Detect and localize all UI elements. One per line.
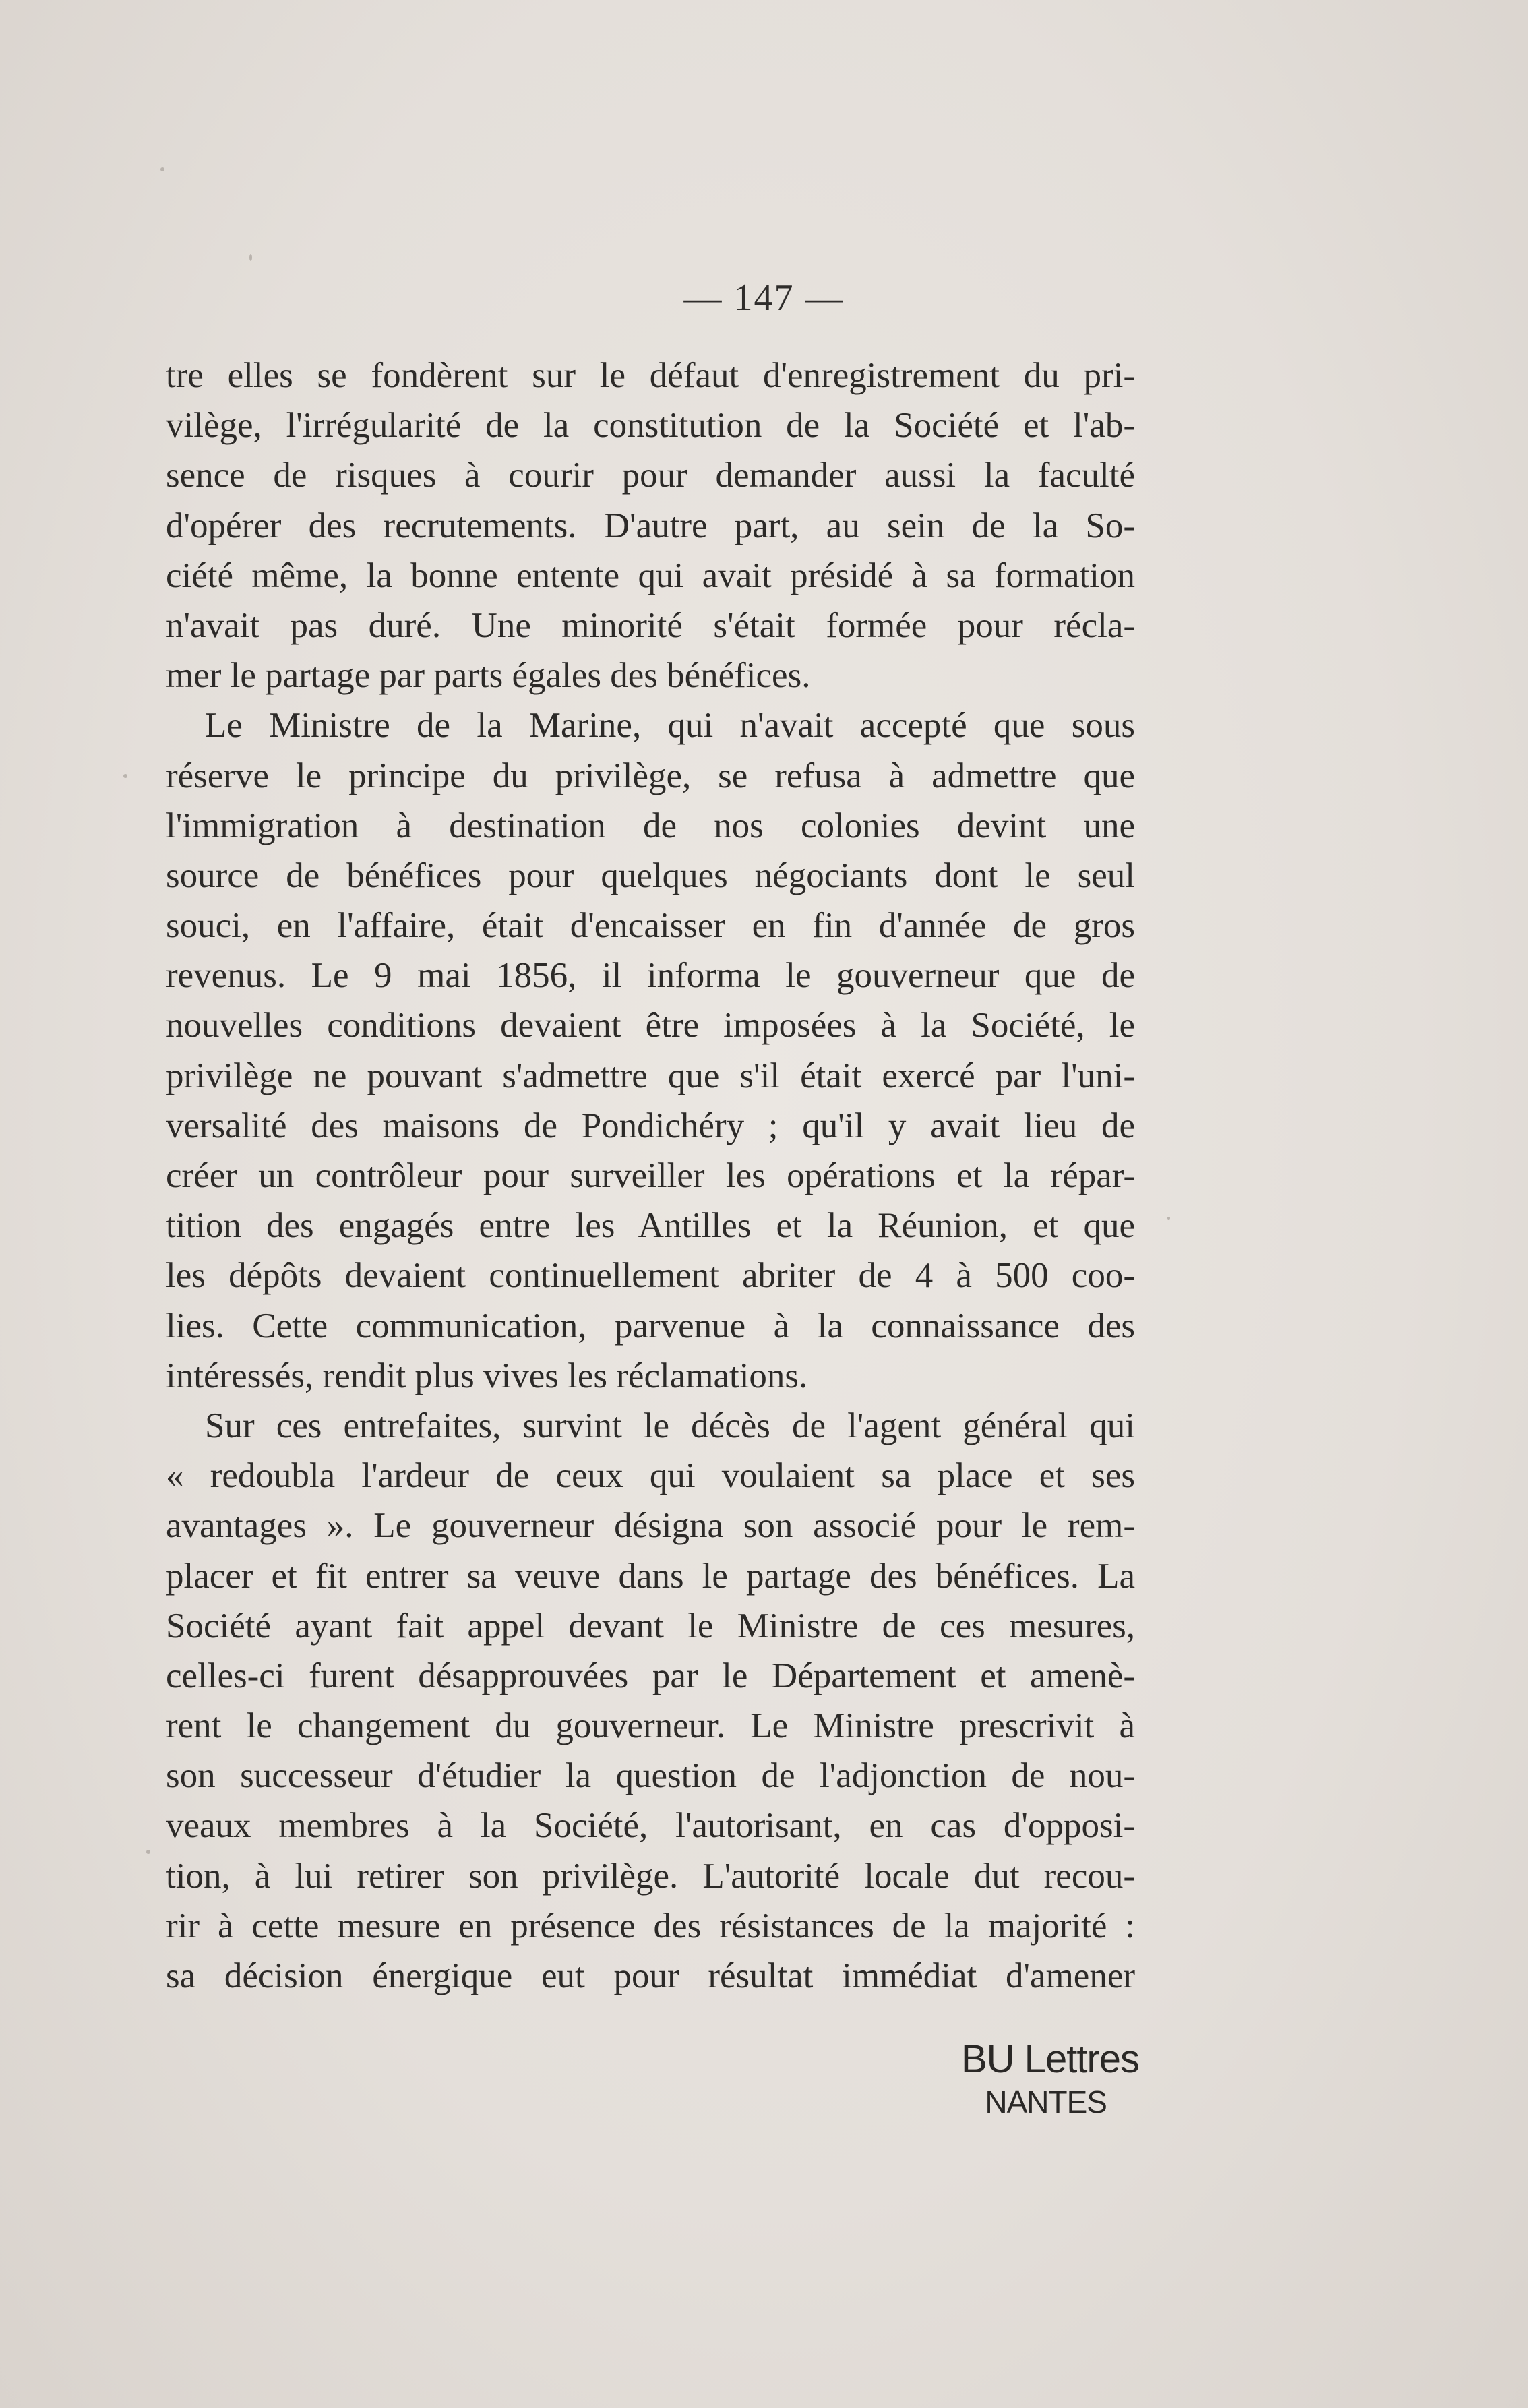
text-line: n'avait pas duré. Une minorité s'était formée pour récla- — [166, 605, 1135, 645]
body-text — [166, 351, 1135, 2001]
text-line: rir à cette mesure en présence des résistances de la majorité : — [166, 1906, 1135, 1946]
text-line: vilège, l'irrégularité de la constitution de la Société et l'ab- — [166, 406, 1135, 446]
text-line: placer et fit entrer sa veuve dans le partage des bénéfices. La — [166, 1556, 1135, 1596]
page-number: — 147 — — [683, 277, 845, 319]
text-line: souci, en l'affaire, était d'encaisser en fin d'année de gros — [166, 906, 1135, 946]
text-line: « redoubla l'ardeur de ceux qui voulaient sa place et ses — [166, 1456, 1135, 1496]
text-line: revenus. Le 9 mai 1856, il informa le gouverneur que de — [166, 956, 1135, 996]
text-line: sa décision énergique eut pour résultat immédiat d'amener — [166, 1956, 1135, 1995]
paper-speck — [160, 167, 164, 171]
text-line: les dépôts devaient continuellement abriter de 4 à 500 coo- — [166, 1256, 1135, 1296]
stamp-city: NANTES — [985, 2084, 1107, 2119]
text-line: celles-ci furent désapprouvées par le Département et amenè- — [166, 1656, 1135, 1695]
text-line: veaux membres à la Société, l'autorisant, en cas d'opposi- — [166, 1806, 1135, 1846]
text-line: source de bénéfices pour quelques négociants dont le seul — [166, 855, 1135, 895]
text-line: son successeur d'étudier la question de l'adjonction de nou- — [166, 1756, 1135, 1796]
text-line: privilège ne pouvant s'admettre que s'il était exercé par l'uni- — [166, 1056, 1135, 1095]
text-line: rent le changement du gouverneur. Le Ministre prescrivit à — [166, 1706, 1135, 1746]
paper-speck — [123, 774, 127, 778]
text-line: Société ayant fait appel devant le Ministre de ces mesures, — [166, 1606, 1135, 1646]
paper-speck — [1167, 1217, 1170, 1220]
text-line: tre elles se fondèrent sur le défaut d'enregistrement du pri- — [166, 356, 1135, 395]
text-line: intéressés, rendit plus vives les réclamations. — [166, 1356, 808, 1395]
text-line: réserve le principe du privilège, se refusa à admettre que — [166, 756, 1135, 795]
text-line: versalité des maisons de Pondichéry ; qu'il y avait lieu de — [166, 1106, 1135, 1145]
text-line: sence de risques à courir pour demander aussi la faculté — [166, 456, 1135, 495]
text-line: avantages ». Le gouverneur désigna son associé pour le rem- — [166, 1506, 1135, 1546]
paper-speck — [146, 1850, 150, 1854]
text-line: Le Ministre de la Marine, qui n'avait accepté que sous — [205, 706, 1135, 746]
text-line: créer un contrôleur pour surveiller les opérations et la répar- — [166, 1156, 1135, 1195]
stamp-library-name: BU Lettres — [961, 2037, 1139, 2081]
text-line: nouvelles conditions devaient être imposées à la Société, le — [166, 1006, 1135, 1046]
text-line: lies. Cette communication, parvenue à la connaissance des — [166, 1306, 1135, 1346]
text-line: tion, à lui retirer son privilège. L'autorité locale dut recou- — [166, 1856, 1135, 1896]
text-line: Sur ces entrefaites, survint le décès de l'agent général qui — [205, 1406, 1135, 1445]
text-line: mer le partage par parts égales des bénéfices. — [166, 656, 811, 696]
text-line: ciété même, la bonne entente qui avait présidé à sa formation — [166, 555, 1135, 595]
library-stamp — [944, 2036, 1139, 2121]
paper-speck — [249, 254, 252, 261]
text-line: tition des engagés entre les Antilles et la Réunion, et que — [166, 1206, 1135, 1246]
text-line: d'opérer des recrutements. D'autre part, au sein de la So- — [166, 506, 1135, 545]
text-line: l'immigration à destination de nos colonies devint une — [166, 806, 1135, 845]
